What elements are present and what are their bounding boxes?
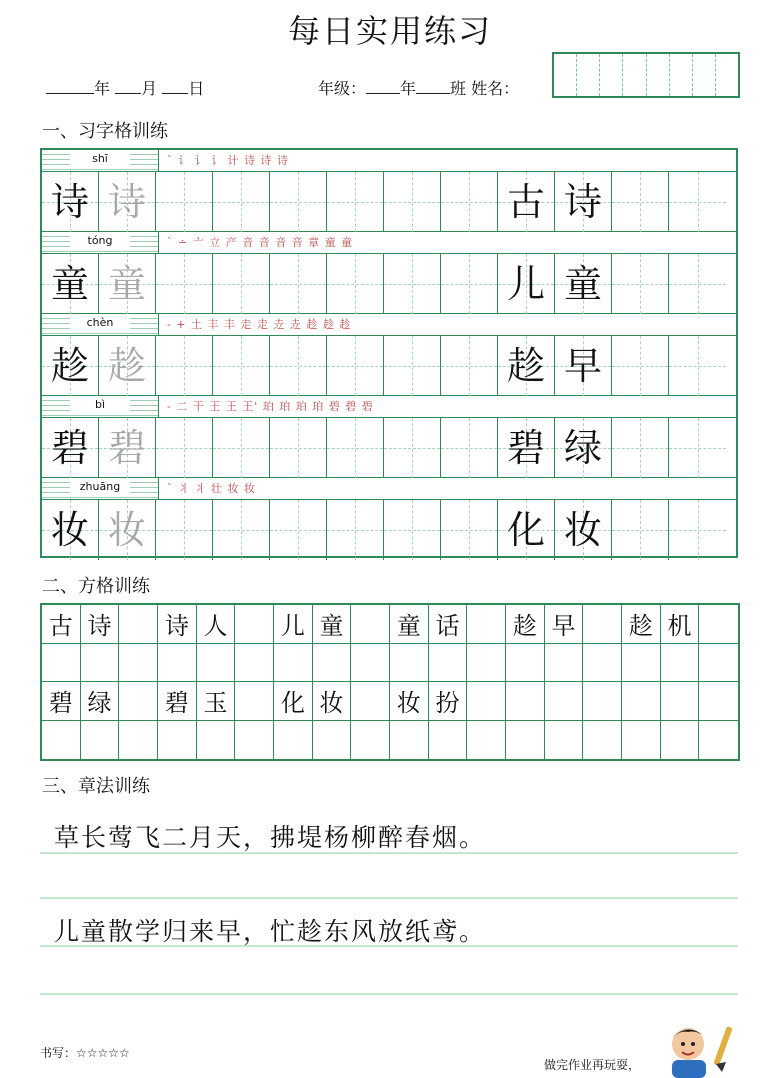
empty-grid-cell[interactable]: [390, 644, 429, 683]
pinyin-row: [42, 314, 736, 336]
empty-writing-cell[interactable]: [669, 500, 726, 560]
grid-cell: [498, 254, 555, 314]
grid-cell: [99, 254, 156, 314]
model-character: 趁: [50, 344, 89, 388]
empty-grid-cell[interactable]: [545, 644, 584, 683]
empty-grid-cell[interactable]: [158, 644, 197, 683]
empty-grid-cell[interactable]: [583, 644, 622, 683]
writing-line: [40, 993, 738, 995]
pinyin-label: tóng: [70, 234, 130, 247]
empty-writing-cell[interactable]: [612, 418, 669, 478]
empty-grid-cell[interactable]: [661, 721, 700, 760]
word-character: 早: [563, 344, 602, 388]
poem-line-1: 草长莺飞二月天，拂堤杨柳醉春烟。: [54, 823, 487, 852]
trace-character: 童: [107, 262, 146, 306]
empty-grid-cell[interactable]: [545, 682, 584, 721]
grid-cell: [555, 172, 612, 232]
empty-writing-cell[interactable]: [213, 500, 270, 560]
empty-writing-cell[interactable]: [384, 172, 441, 232]
empty-grid-cell[interactable]: [119, 721, 158, 760]
grid-word-character: 玉: [197, 682, 236, 721]
pinyin-label: zhuāng: [70, 480, 130, 493]
empty-writing-cell[interactable]: [270, 500, 327, 560]
pinyin-row: [42, 150, 736, 172]
pinyin-label: chèn: [70, 316, 130, 329]
grade-year-label: 年: [400, 79, 417, 98]
grid-cell: [99, 336, 156, 396]
empty-grid-cell[interactable]: [583, 605, 622, 644]
day-label: 日: [188, 79, 205, 98]
grid-cell: [498, 172, 555, 232]
empty-writing-cell[interactable]: [327, 500, 384, 560]
empty-grid-cell[interactable]: [119, 644, 158, 683]
empty-grid-cell[interactable]: [661, 644, 700, 683]
empty-grid-cell[interactable]: [81, 721, 120, 760]
grid-word-character: 早: [545, 605, 584, 644]
model-character: 诗: [50, 180, 89, 224]
name-box[interactable]: [552, 52, 740, 98]
grade-label: 年级：: [318, 79, 367, 98]
empty-writing-cell[interactable]: [213, 336, 270, 396]
word-character: 妆: [563, 508, 602, 552]
empty-writing-cell[interactable]: [213, 172, 270, 232]
empty-writing-cell[interactable]: [270, 254, 327, 314]
empty-grid-cell[interactable]: [467, 605, 506, 644]
empty-grid-cell[interactable]: [583, 721, 622, 760]
empty-grid-cell[interactable]: [235, 682, 274, 721]
year-label: 年: [94, 79, 111, 98]
empty-grid-cell[interactable]: [661, 682, 700, 721]
grid-cell: [555, 254, 612, 314]
stroke-order: - 二 干 王 王 王' 珀 珀 珀 珀 碧 碧 碧: [167, 400, 374, 413]
grid-word-character: 碧: [42, 682, 81, 721]
grid-cell: [498, 418, 555, 478]
character-row: [42, 336, 736, 396]
empty-grid-cell[interactable]: [545, 721, 584, 760]
pinyin-row: [42, 396, 736, 418]
empty-grid-cell[interactable]: [42, 721, 81, 760]
empty-writing-cell[interactable]: [612, 336, 669, 396]
empty-writing-cell[interactable]: [669, 418, 726, 478]
grid-word-character: 绿: [81, 682, 120, 721]
pinyin-row: [42, 232, 736, 254]
empty-writing-cell[interactable]: [270, 172, 327, 232]
word-character: 趁: [506, 344, 545, 388]
empty-writing-cell[interactable]: [156, 172, 213, 232]
empty-writing-cell[interactable]: [441, 500, 498, 560]
empty-grid-cell[interactable]: [467, 682, 506, 721]
grid-cell: [99, 500, 156, 560]
empty-grid-cell[interactable]: [274, 721, 313, 760]
page-title: 每日实用练习: [287, 12, 492, 50]
empty-grid-cell[interactable]: [351, 605, 390, 644]
character-row: [42, 254, 736, 314]
grid-word-character: 碧: [158, 682, 197, 721]
empty-grid-cell[interactable]: [119, 605, 158, 644]
year-blank[interactable]: [46, 79, 94, 94]
writing-line: [40, 945, 738, 947]
empty-writing-cell[interactable]: [213, 254, 270, 314]
empty-grid-cell[interactable]: [467, 644, 506, 683]
empty-writing-cell[interactable]: [327, 254, 384, 314]
grid-cell: [42, 500, 99, 560]
word-character: 化: [506, 508, 545, 552]
empty-grid-cell[interactable]: [235, 605, 274, 644]
character-row: [42, 418, 736, 478]
class-blank[interactable]: [416, 79, 450, 94]
empty-grid-cell[interactable]: [42, 644, 81, 683]
empty-grid-cell[interactable]: [467, 721, 506, 760]
empty-writing-cell[interactable]: [156, 336, 213, 396]
empty-writing-cell[interactable]: [156, 500, 213, 560]
empty-writing-cell[interactable]: [327, 336, 384, 396]
empty-grid-cell[interactable]: [81, 644, 120, 683]
trace-character: 诗: [107, 180, 146, 224]
pinyin-cell: [42, 314, 159, 335]
grid-word-character: 趁: [622, 605, 661, 644]
character-row: [42, 500, 736, 560]
empty-grid-cell[interactable]: [699, 644, 738, 683]
pinyin-cell: [42, 150, 159, 171]
empty-grid-cell[interactable]: [699, 605, 738, 644]
empty-grid-cell[interactable]: [583, 682, 622, 721]
empty-grid-cell[interactable]: [351, 682, 390, 721]
empty-grid-cell[interactable]: [158, 721, 197, 760]
word-character: 碧: [506, 426, 545, 470]
empty-writing-cell[interactable]: [612, 500, 669, 560]
square-grid: [40, 603, 740, 761]
empty-grid-cell[interactable]: [699, 682, 738, 721]
grid-cell: [42, 418, 99, 478]
grid-word-character: 妆: [390, 682, 429, 721]
empty-grid-cell[interactable]: [506, 682, 545, 721]
word-character: 古: [506, 180, 545, 224]
tianzige-practice-grid: [40, 148, 738, 558]
grid-word-character: 化: [274, 682, 313, 721]
empty-grid-cell[interactable]: [351, 644, 390, 683]
character-row: [42, 172, 736, 232]
section-1-heading: 一、习字格训练: [42, 121, 168, 142]
empty-grid-cell[interactable]: [506, 644, 545, 683]
empty-writing-cell[interactable]: [213, 418, 270, 478]
empty-writing-cell[interactable]: [156, 418, 213, 478]
footer-note: 做完作业再玩耍，: [544, 1058, 641, 1072]
grid-cell: [498, 500, 555, 560]
empty-writing-cell[interactable]: [270, 418, 327, 478]
empty-grid-cell[interactable]: [506, 721, 545, 760]
grid-cell: [42, 336, 99, 396]
empty-grid-cell[interactable]: [119, 682, 158, 721]
trace-character: 趁: [107, 344, 146, 388]
empty-grid-cell[interactable]: [390, 721, 429, 760]
grid-word-character: 机: [661, 605, 700, 644]
empty-writing-cell[interactable]: [384, 418, 441, 478]
empty-writing-cell[interactable]: [441, 336, 498, 396]
empty-writing-cell[interactable]: [441, 172, 498, 232]
empty-writing-cell[interactable]: [327, 172, 384, 232]
grid-word-character: 童: [313, 605, 352, 644]
stroke-order: - + 土 丰 丰 走 走 赱 赱 趁 趁 趁: [167, 318, 352, 331]
empty-grid-cell[interactable]: [197, 644, 236, 683]
empty-grid-cell[interactable]: [429, 721, 468, 760]
empty-grid-cell[interactable]: [274, 644, 313, 683]
grid-cell: [42, 254, 99, 314]
empty-writing-cell[interactable]: [441, 254, 498, 314]
pinyin-cell: [42, 396, 159, 417]
model-character: 童: [50, 262, 89, 306]
stroke-order: ` 讠 讠 讠 计 诗 诗 诗: [167, 154, 289, 167]
stroke-order: ` 丬 丬 壮 妆 妆: [167, 482, 256, 495]
date-line: [46, 76, 204, 99]
grid-word-character: 扮: [429, 682, 468, 721]
word-character: 绿: [563, 426, 602, 470]
month-label: 月: [141, 79, 158, 98]
word-character: 诗: [563, 180, 602, 224]
empty-writing-cell[interactable]: [612, 254, 669, 314]
empty-grid-cell[interactable]: [235, 721, 274, 760]
pinyin-label: bì: [70, 398, 130, 411]
empty-writing-cell[interactable]: [384, 500, 441, 560]
writing-line: [40, 897, 738, 899]
grid-word-character: 童: [390, 605, 429, 644]
grade-blank[interactable]: [366, 79, 400, 94]
empty-writing-cell[interactable]: [669, 254, 726, 314]
section-2-heading: 二、方格训练: [42, 576, 150, 597]
grid-cell: [42, 172, 99, 232]
empty-grid-cell[interactable]: [235, 644, 274, 683]
word-character: 儿: [506, 262, 545, 306]
trace-character: 碧: [107, 426, 146, 470]
empty-writing-cell[interactable]: [327, 418, 384, 478]
model-character: 碧: [50, 426, 89, 470]
empty-grid-cell[interactable]: [429, 644, 468, 683]
grid-cell: [99, 418, 156, 478]
word-character: 童: [563, 262, 602, 306]
empty-writing-cell[interactable]: [270, 336, 327, 396]
empty-grid-cell[interactable]: [313, 644, 352, 683]
grade-line: [318, 76, 519, 99]
grid-cell: [99, 172, 156, 232]
handwriting-rating: 书写：☆☆☆☆☆: [40, 1046, 130, 1060]
empty-writing-cell[interactable]: [441, 418, 498, 478]
grid-word-character: 诗: [158, 605, 197, 644]
poem-line-2: 儿童散学归来早，忙趁东风放纸鸢。: [54, 917, 487, 946]
empty-grid-cell[interactable]: [622, 721, 661, 760]
day-blank[interactable]: [162, 79, 188, 94]
pinyin-cell: [42, 478, 159, 499]
section-3-heading: 三、章法训练: [42, 776, 150, 797]
empty-writing-cell[interactable]: [156, 254, 213, 314]
empty-writing-cell[interactable]: [384, 254, 441, 314]
empty-writing-cell[interactable]: [612, 172, 669, 232]
pinyin-row: [42, 478, 736, 500]
empty-writing-cell[interactable]: [669, 336, 726, 396]
grid-word-character: 人: [197, 605, 236, 644]
empty-writing-cell[interactable]: [669, 172, 726, 232]
grid-word-character: 妆: [313, 682, 352, 721]
grid-word-character: 儿: [274, 605, 313, 644]
empty-grid-cell[interactable]: [351, 721, 390, 760]
trace-character: 妆: [107, 508, 146, 552]
empty-grid-cell[interactable]: [699, 721, 738, 760]
grid-word-character: 诗: [81, 605, 120, 644]
empty-grid-cell[interactable]: [622, 682, 661, 721]
grid-word-character: 话: [429, 605, 468, 644]
grid-cell: [498, 336, 555, 396]
grid-word-character: 古: [42, 605, 81, 644]
month-blank[interactable]: [115, 79, 141, 94]
pinyin-label: shī: [70, 152, 130, 165]
model-character: 妆: [50, 508, 89, 552]
empty-grid-cell[interactable]: [622, 644, 661, 683]
grid-word-character: 趁: [506, 605, 545, 644]
empty-grid-cell[interactable]: [313, 721, 352, 760]
stroke-order: ` ∸ 亠 立 产 音 音 音 音 章 童 童: [167, 236, 354, 249]
writing-line: [40, 852, 738, 854]
empty-grid-cell[interactable]: [197, 721, 236, 760]
grid-cell: [555, 336, 612, 396]
boy-writing-illustration: [650, 1018, 760, 1078]
empty-writing-cell[interactable]: [384, 336, 441, 396]
class-name-label: 班 姓名：: [450, 79, 520, 98]
pinyin-cell: [42, 232, 159, 253]
grid-cell: [555, 500, 612, 560]
grid-cell: [555, 418, 612, 478]
